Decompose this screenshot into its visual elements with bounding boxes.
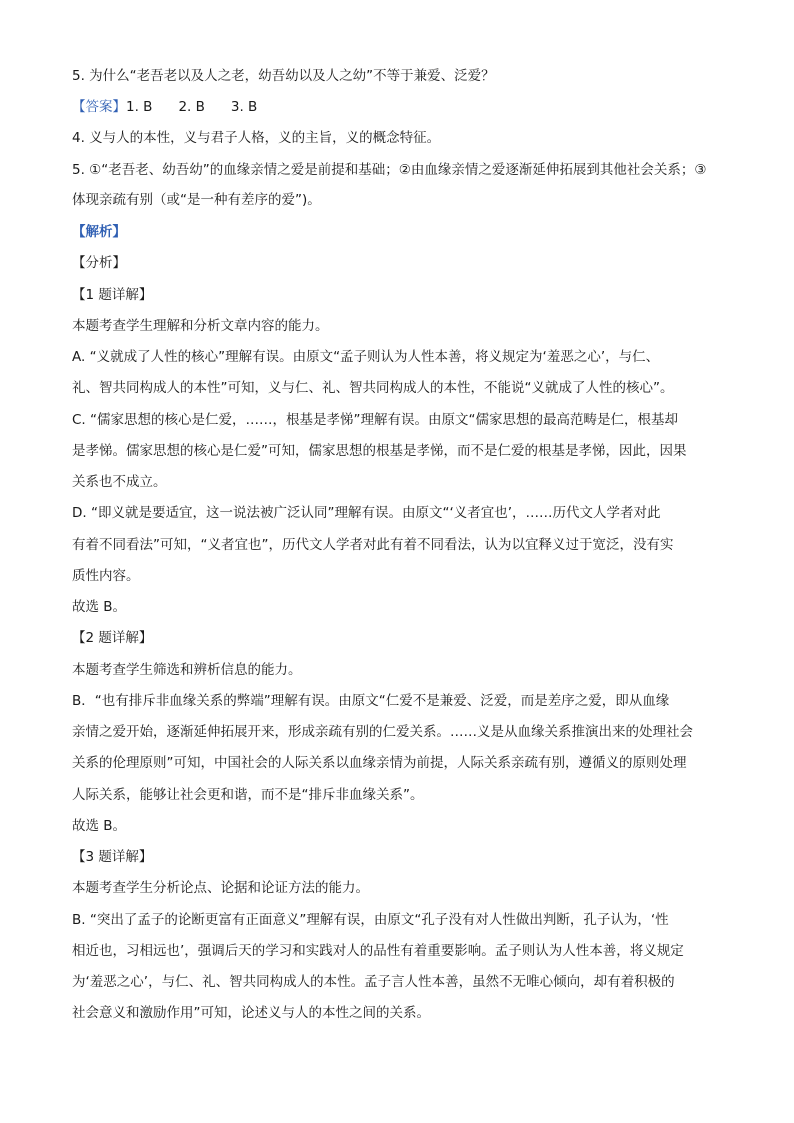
q3-line: 本题考查学生分析论点、论据和论证方法的能力。 [72, 880, 369, 896]
answer-3: 3. B [230, 99, 258, 115]
q1-line: 质性内容。 [72, 568, 140, 584]
q3-line: B. “突出了孟子的论断更富有正面意义”理解有误，由原文“孔子没有对人性做出判断，孔子认为，‘性 [72, 912, 669, 928]
answer-5-line-2: 体现亲疏有别（或“是一种有差序的爱”)。 [72, 192, 321, 208]
q1-title: 【1 题详解】 [72, 287, 153, 303]
q3-line: 相近也，习相远也’，强调后天的学习和实践对人的品性有着重要影响。孟子则认为人性本善，将义规定 [72, 943, 684, 959]
q2-line: B．“也有排斥非血缘关系的弊端”理解有误。由原文“仁爱不是兼爱、泛爱，而是差序之爱，即从血缘 [72, 693, 670, 709]
q1-line: A. “义就成了人性的核心”理解有误。由原文“孟子则认为人性本善，将义规定为‘羞恶之心’，与仁、 [72, 349, 660, 365]
q1-line: 有着不同看法”可知，“义者宜也”，历代文人学者对此有着不同看法，认为以宜释义过于宽泛，没有实 [72, 537, 674, 553]
question-5: 5. 为什么“老吾老以及人之老，幼吾幼以及人之幼”不等于兼爱、泛爱？ [72, 68, 495, 84]
q1-line: 是孝悌。儒家思想的核心是仁爱”可知，儒家思想的根基是孝悌，而不是仁爱的根基是孝悌，因此，因果 [72, 443, 687, 459]
answer-label: 【答案】 [72, 99, 126, 115]
q1-line: C. “儒家思想的核心是仁爱，……，根基是孝悌”理解有误。由原文“儒家思想的最高范畴是仁，根基却 [72, 412, 678, 428]
q1-line: 故选 B。 [72, 599, 127, 615]
q3-title: 【3 题详解】 [72, 849, 153, 865]
q1-line: 关系也不成立。 [72, 474, 167, 490]
answer-1: 1. B [126, 99, 153, 115]
q3-line: 为‘羞恶之心’，与仁、礼、智共同构成人的本性。孟子言人性本善，虽然不无唯心倾向，却有着积极的 [72, 974, 675, 990]
analysis-heading: 【解析】 [72, 224, 126, 240]
q1-line: 礼、智共同构成人的本性”可知，义与仁、礼、智共同构成人的本性，不能说“义就成了人性的核心”。 [72, 380, 674, 396]
q1-line: D. “即义就是要适宜，这一说法被广泛认同”理解有误。由原文“‘义者宜也’，……历代文人学者对此 [72, 505, 661, 521]
q2-line: 人际关系，能够让社会更和谐，而不是“排斥非血缘关系”。 [72, 787, 424, 803]
q2-line: 亲情之爱开始，逐渐延伸拓展开来，形成亲疏有别的仁爱关系。……义是从血缘关系推演出来的处理社会 [72, 724, 693, 740]
q1-line: 本题考查学生理解和分析文章内容的能力。 [72, 318, 329, 334]
fenxi-heading: 【分析】 [72, 255, 126, 271]
q2-line: 关系的伦理原则”可知，中国社会的人际关系以血缘亲情为前提，人际关系亲疏有别，遵循义的原则处理 [72, 755, 687, 771]
q2-title: 【2 题详解】 [72, 630, 153, 646]
q2-line: 本题考查学生筛选和辨析信息的能力。 [72, 662, 302, 678]
q3-line: 社会意义和激励作用”可知，论述义与人的本性之间的关系。 [72, 1005, 430, 1021]
q2-line: 故选 B。 [72, 818, 127, 834]
answer-line [72, 97, 732, 117]
answer-5-line-1: 5. ①“老吾老、幼吾幼”的血缘亲情之爱是前提和基础；②由血缘亲情之爱逐渐延伸拓展到其他社会关系；③ [72, 162, 707, 178]
answer-2: 2. B [178, 99, 205, 115]
answer-4: 4. 义与人的本性，义与君子人格，义的主旨，义的概念特征。 [72, 130, 441, 146]
